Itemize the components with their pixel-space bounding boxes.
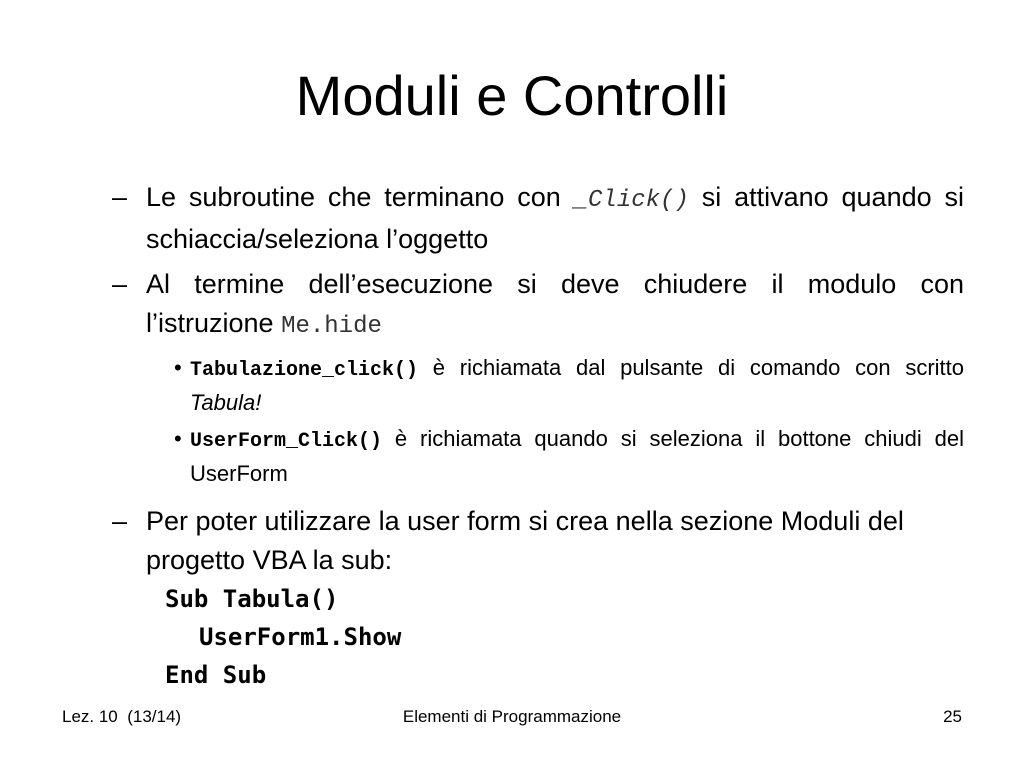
code-line: Sub Tabula() (165, 585, 339, 613)
footer-page-number: 25 (943, 707, 962, 726)
item-text: si attivano quando si schiaccia/seleziona l’oggetto (146, 182, 964, 254)
dash-bullet: – (112, 182, 128, 212)
inline-code: Me.hide (281, 313, 382, 340)
footer-course: Elementi di Programmazione (402, 707, 622, 726)
item-italic: Tabula! (190, 390, 262, 415)
slide-body (112, 178, 964, 694)
code-line: End Sub (165, 661, 267, 689)
item-text: Al termine dell’esecuzione si deve chiudere il modulo con l’istruzione (146, 269, 964, 338)
slide-title: Moduli e Controlli (295, 64, 729, 127)
item-text: Le subroutine che terminano con (146, 182, 574, 212)
item-text: è richiamata dal pulsante di comando con scritto (418, 355, 964, 380)
bullet: • (174, 355, 182, 380)
inline-code: _Click() (573, 187, 689, 214)
sub-list-item (174, 423, 964, 490)
list-item (112, 265, 964, 346)
inline-code: Tabulazione_click() (190, 359, 419, 382)
inline-code: UserForm_Click() (190, 430, 383, 453)
item-text: Per poter utilizzare la user form si crea nella sezione Moduli del progetto VBA la sub: (146, 506, 904, 575)
list-item (112, 178, 964, 259)
sub-list-item (174, 352, 964, 419)
footer-lecture: Lez. 10 (13/14) (62, 707, 182, 726)
dash-bullet: – (112, 269, 128, 299)
code-line: UserForm1.Show (199, 623, 402, 651)
dash-bullet: – (112, 506, 128, 536)
item-text: è richiamata quando si seleziona il bottone chiudi del UserForm (190, 426, 964, 486)
list-item (112, 502, 964, 580)
bullet: • (174, 426, 182, 451)
code-block (165, 580, 964, 694)
